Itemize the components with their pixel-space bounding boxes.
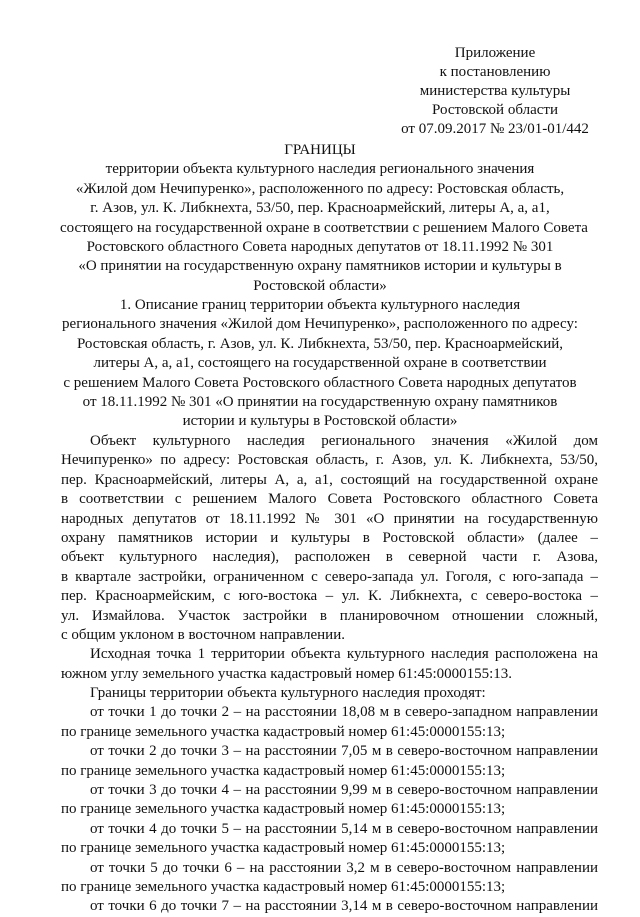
document-title	[60, 141, 588, 296]
segment-line: от точки 4 до точки 5 – на расстоянии 5,14 м в северо-восточном направлении	[90, 820, 598, 837]
segment-line: от точки 1 до точки 2 – на расстоянии 18,08 м в северо-западном направлении	[90, 704, 598, 721]
title-line: Ростовской области»	[253, 277, 387, 294]
section-1-heading	[60, 296, 580, 432]
section-line: регионального значения «Жилой дом Нечипуренко», расположенного по адресу:	[62, 316, 578, 333]
body-line: Нечипуренко» по адресу: Ростовская область, г. Азов, ул. К. Либкнехта, 53/50,	[61, 452, 598, 469]
section-line: 1. Описание границ территории объекта культурного наследия	[119, 297, 521, 313]
body-line: пер. Красноармейский, литеры А, а, а1, состоящий на государственной охране	[61, 471, 598, 488]
body-line: южном углу земельного участка кадастровый номер 61:45:0000155:13.	[61, 665, 513, 682]
body-line: пер. Красноармейским, с юго-востока – ул. К. Либкнехта, с северо-востока –	[61, 588, 598, 605]
body-line: в соответствии с решением Малого Совета Ростовского областного Совета	[61, 491, 598, 508]
body-line: в квартале застройки, ограниченном с северо-запада ул. Гоголя, с юго-запада –	[61, 568, 598, 585]
title-line: «О принятии на государственную охрану памятников истории и культуры в	[78, 258, 562, 275]
title-line: состоящего на государственной охране в соответствии с решением Малого Совета	[60, 219, 588, 236]
appendix-line: Ростовской области	[432, 102, 558, 118]
body-line: народных депутатов от 18.11.1992 № 301 «О принятии на государственную	[61, 510, 598, 527]
appendix-line: министерства культуры	[419, 83, 571, 99]
segment-line: от точки 3 до точки 4 – на расстоянии 9,99 м в северо-восточном направлении	[90, 782, 598, 799]
title-line: г. Азов, ул. К. Либкнехта, 53/50, пер. Красноармейский, литеры А, а, а1,	[90, 200, 550, 217]
title-line: Ростовского областного Совета народных депутатов от 18.11.1992 № 301	[86, 239, 554, 256]
body-line: объект культурного наследия), расположен в северной части г. Азова,	[61, 549, 598, 566]
title-heading: ГРАНИЦЫ	[284, 142, 356, 158]
title-line: «Жилой дом Нечипуренко», расположенного по адресу: Ростовская область,	[75, 180, 565, 197]
body-line: Объект культурного наследия регионального значения «Жилой дом	[90, 433, 598, 449]
segment-line: по границе земельного участка кадастровый номер 61:45:0000155:13;	[61, 762, 506, 779]
segment-line: по границе земельного участка кадастровый номер 61:45:0000155:13;	[61, 723, 506, 740]
section-line: от 18.11.1992 № 301 «О принятии на государственную охрану памятников	[82, 394, 558, 411]
appendix-line: от 07.09.2017 № 23/01-01/442	[401, 121, 589, 137]
appendix-line: к постановлению	[439, 64, 551, 80]
body-line: с общим уклоном в восточном направлении.	[61, 626, 345, 643]
appendix-line: Приложение	[454, 45, 536, 61]
section-line: Ростовская область, г. Азов, ул. К. Либкнехта, 53/50, пер. Красноармейский,	[76, 335, 564, 352]
section-line: истории и культуры в Ростовской области»	[182, 413, 458, 430]
segment-line: по границе земельного участка кадастровый номер 61:45:0000155:13;	[61, 878, 506, 895]
paragraph-object-description	[61, 432, 598, 645]
boundary-segment-list	[61, 703, 598, 916]
section-line: литеры А, а, а1, состоящего на государственной охране в соответствии	[93, 355, 547, 372]
segment-line: от точки 6 до точки 7 – на расстоянии 3,14 м в северо-восточном направлении	[90, 898, 598, 915]
section-line: с решением Малого Совета Ростовского областного Совета народных депутатов	[63, 374, 577, 391]
body-line: охрану памятников истории и культуры в Ростовской области» (далее –	[61, 529, 598, 546]
body-line: ул. Измайлова. Участок застройки в планировочном отношении сложный,	[61, 607, 598, 624]
segment-line: от точки 2 до точки 3 – на расстоянии 7,05 м в северо-восточном направлении	[90, 743, 598, 760]
paragraph-boundaries-intro: Границы территории объекта культурного наследия проходят:	[90, 685, 486, 702]
segment-line: от точки 5 до точки 6 – на расстоянии 3,2 м в северо-восточном направлении	[90, 859, 598, 876]
paragraph-origin-point	[61, 645, 598, 684]
title-line: территории объекта культурного наследия регионального значения	[105, 161, 535, 178]
body-line: Исходная точка 1 территории объекта культурного наследия расположена на	[90, 646, 598, 663]
segment-line: по границе земельного участка кадастровый номер 61:45:0000155:13;	[61, 840, 506, 857]
segment-line: по границе земельного участка кадастровый номер 61:45:0000155:13;	[61, 801, 506, 818]
appendix-block	[400, 44, 590, 139]
document-body	[61, 432, 598, 917]
